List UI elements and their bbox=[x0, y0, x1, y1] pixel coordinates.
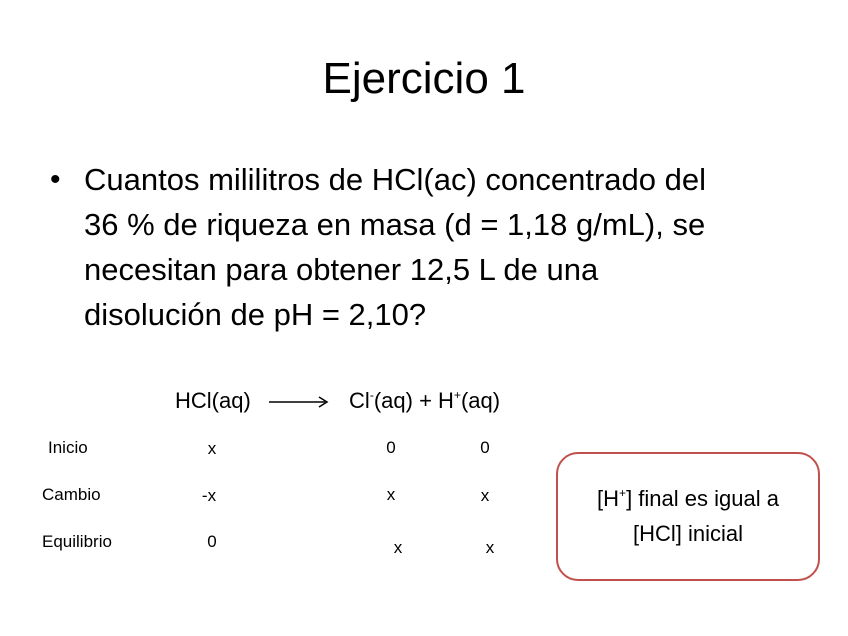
table-cell: 0 bbox=[386, 438, 396, 457]
table-cell: 0 bbox=[480, 438, 490, 457]
row-label-cambio: Cambio bbox=[42, 485, 101, 504]
table-cell: -x bbox=[201, 486, 217, 505]
table-cell: x bbox=[393, 538, 403, 557]
table-cell: x bbox=[207, 439, 217, 458]
note-line2: [HCl] inicial bbox=[632, 521, 743, 546]
table-cell: x bbox=[480, 486, 490, 505]
product-cl: Cl bbox=[349, 388, 370, 413]
table-cell: 0 bbox=[207, 532, 217, 551]
table-cell: x bbox=[485, 538, 495, 557]
slide-title: Ejercicio 1 bbox=[322, 54, 526, 103]
question-line: Cuantos mililitros de HCl(ac) concentrado del bbox=[84, 162, 706, 197]
row-label-equilibrio: Equilibrio bbox=[42, 532, 112, 551]
reaction-arrow-icon bbox=[269, 395, 329, 409]
note-line1-pre: [H bbox=[597, 486, 620, 511]
note-h-charge: + bbox=[619, 486, 627, 500]
product-h-state: (aq) bbox=[460, 388, 501, 413]
note-box bbox=[556, 452, 820, 581]
cl-charge: - bbox=[369, 388, 374, 402]
reaction-equation bbox=[175, 386, 500, 419]
product-cl-state: (aq) + H bbox=[373, 388, 454, 413]
h-charge: + bbox=[453, 388, 461, 402]
question-text bbox=[84, 157, 784, 337]
reactant: HCl(aq) bbox=[175, 388, 251, 413]
question-line: necesitan para obtener 12,5 L de una bbox=[84, 252, 599, 287]
question-line: 36 % de riqueza en masa (d = 1,18 g/mL), se bbox=[84, 207, 706, 242]
question-line: disolución de pH = 2,10? bbox=[84, 297, 427, 332]
bullet-dot: • bbox=[50, 163, 61, 196]
note-line1-post: ] final es igual a bbox=[626, 486, 779, 511]
row-label-inicio: Inicio bbox=[48, 438, 88, 457]
table-cell: x bbox=[386, 485, 396, 504]
note-text bbox=[597, 483, 779, 550]
